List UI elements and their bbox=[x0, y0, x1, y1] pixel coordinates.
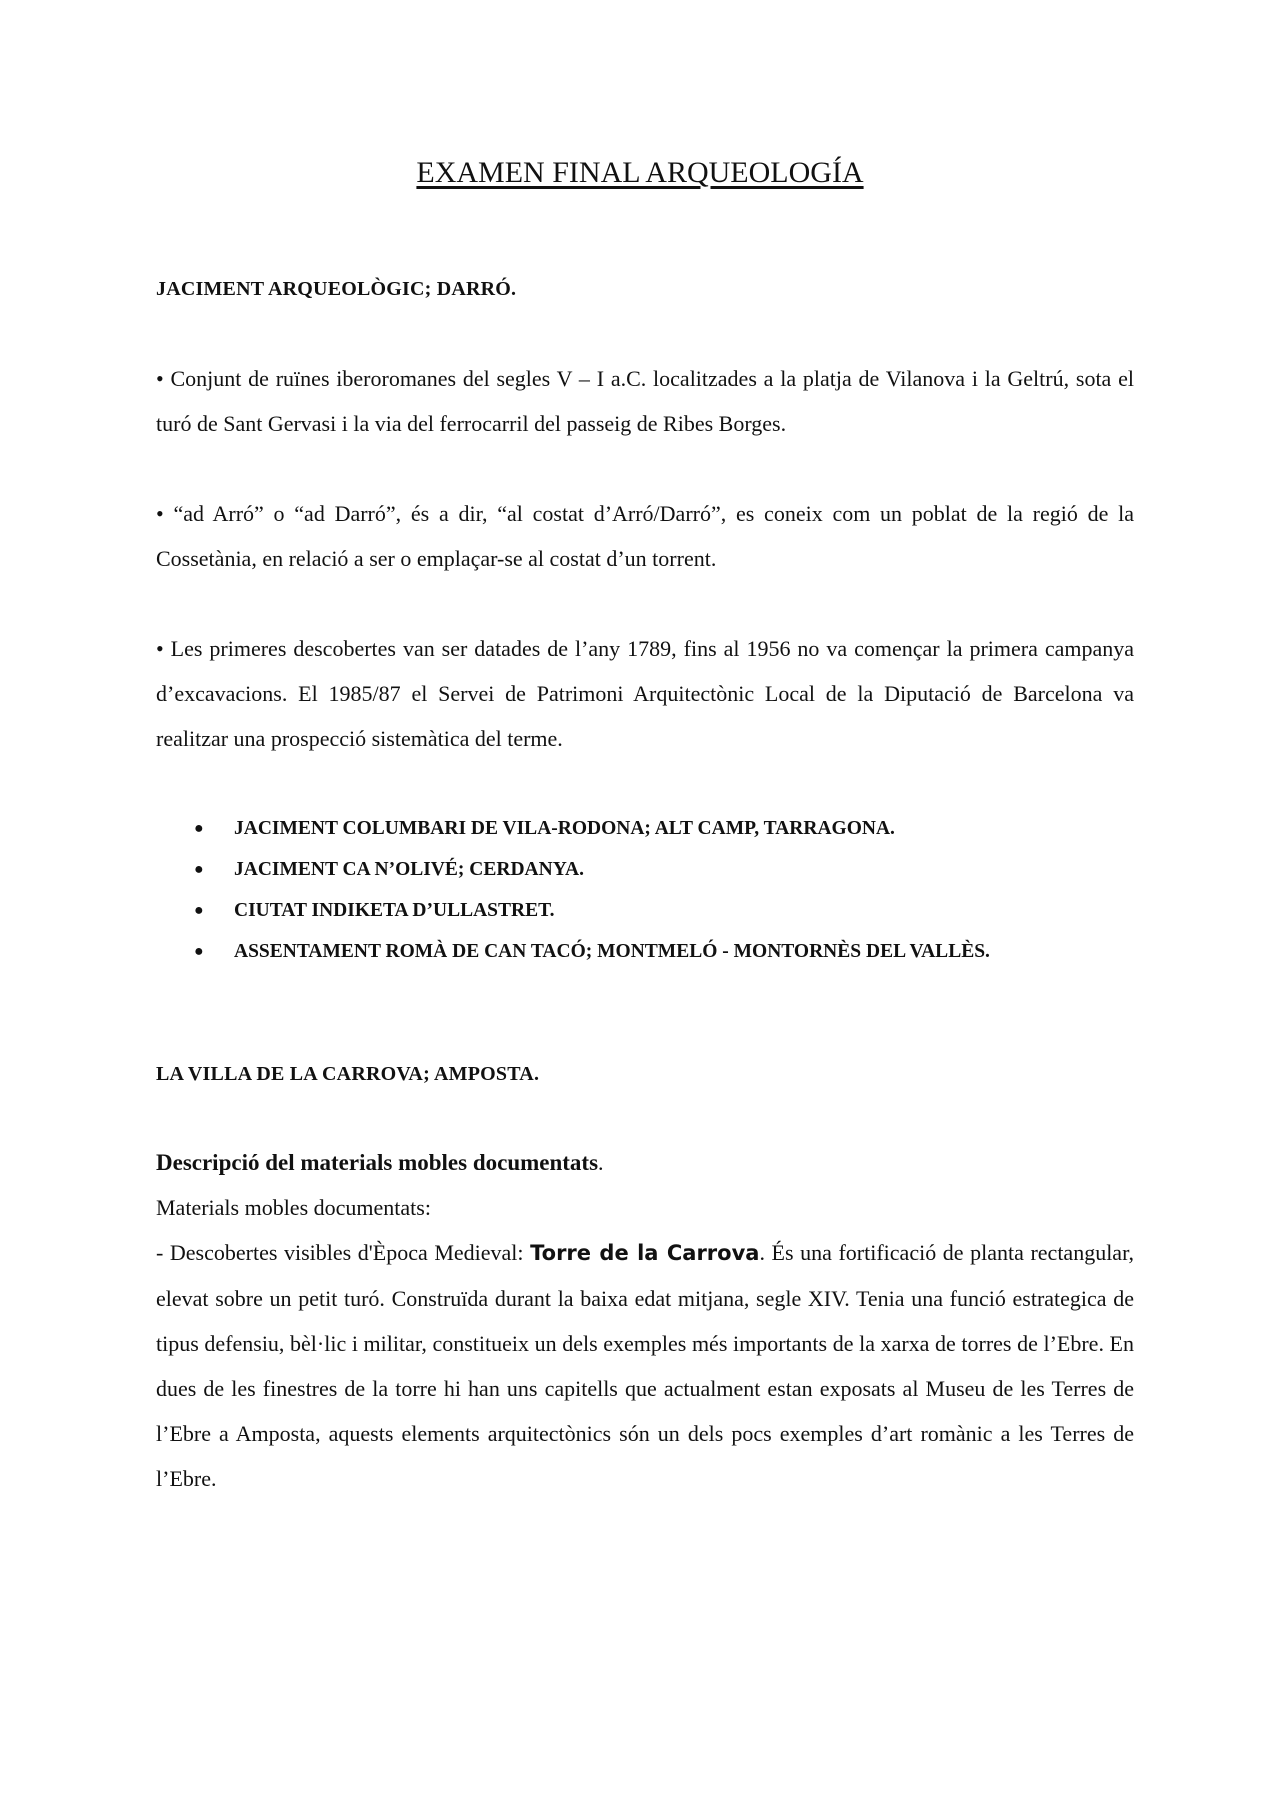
body-bold-term: Torre de la Carrova bbox=[530, 1241, 760, 1265]
site-label: ASSENTAMENT ROMÀ DE CAN TACÓ; MONTMELÓ - MONTORNÈS DEL VALLÈS. bbox=[234, 941, 990, 962]
section-carrova bbox=[156, 1063, 1134, 1086]
description-title-suffix: . bbox=[598, 1150, 604, 1175]
section-heading-darro: JACIMENT ARQUEOLÒGIC; DARRÓ. bbox=[156, 278, 517, 300]
section-darro bbox=[156, 278, 1134, 301]
site-label: JACIMENT COLUMBARI DE VILA-RODONA; ALT CAMP, TARRAGONA. bbox=[234, 818, 895, 839]
description-title-line bbox=[156, 1140, 1134, 1185]
description-subheading: Materials mobles documentats: bbox=[156, 1195, 431, 1220]
paragraph: • Conjunt de ruïnes iberoromanes del segles V – I a.C. localitzades a la platja de Vilanova i la Geltrú, sota el turó de Sant Gervasi i la via del ferrocarril del passeig de Ribes Borges. bbox=[156, 366, 1134, 436]
site-label: CIUTAT INDIKETA D’ULLASTRET. bbox=[234, 900, 555, 921]
bullet-icon: ● bbox=[194, 902, 204, 919]
list-item bbox=[156, 849, 1134, 890]
description-title: Descripció del materials mobles documentats bbox=[156, 1150, 599, 1175]
list-item bbox=[156, 890, 1134, 931]
darro-paragraph-1 bbox=[156, 356, 1134, 446]
body-prefix: - Descobertes visibles d'Època Medieval: bbox=[156, 1240, 531, 1265]
list-item bbox=[156, 931, 1134, 972]
darro-paragraph-2 bbox=[156, 491, 1134, 581]
list-item bbox=[156, 808, 1134, 849]
darro-paragraph-3 bbox=[156, 626, 1134, 761]
description-body bbox=[156, 1230, 1134, 1501]
body-rest: . És una fortificació de planta rectangular, elevat sobre un petit turó. Construïda durant la baixa edat mitjana, segle XIV. Tenia una funció estrategica de tipus defensiu, bèl·lic i militar, constitueix un dels exemples més importants de la xarxa de torres de l’Ebre. En dues de les finestres de la torre hi han uns capitells que actualment estan exposats al Museu de les Terres de l’Ebre a Amposta, aquests elements arquitectònics són un dels pocs exemples d’art romànic a les Terres de l’Ebre. bbox=[156, 1240, 1135, 1491]
page-title: EXAMEN FINAL ARQUEOLOGÍA bbox=[416, 156, 864, 189]
section-heading-carrova: LA VILLA DE LA CARROVA; AMPOSTA. bbox=[156, 1063, 540, 1085]
carrova-description bbox=[156, 1140, 1134, 1501]
bullet-icon: ● bbox=[194, 820, 204, 837]
bullet-icon: ● bbox=[194, 861, 204, 878]
bullet-icon: ● bbox=[194, 943, 204, 960]
sites-list bbox=[156, 808, 1134, 972]
site-label: JACIMENT CA N’OLIVÉ; CERDANYA. bbox=[234, 859, 584, 880]
paragraph: • Les primeres descobertes van ser datades de l’any 1789, fins al 1956 no va començar la primera campanya d’excavacions. El 1985/87 el Servei de Patrimoni Arquitectònic Local de la Diputació de Barcelona va realitzar una prospecció sistemàtica del terme. bbox=[156, 636, 1134, 751]
paragraph: • “ad Arró” o “ad Darró”, és a dir, “al costat d’Arró/Darró”, es coneix com un poblat de la regió de la Cossetània, en relació a ser o emplaçar-se al costat d’un torrent. bbox=[156, 501, 1134, 571]
